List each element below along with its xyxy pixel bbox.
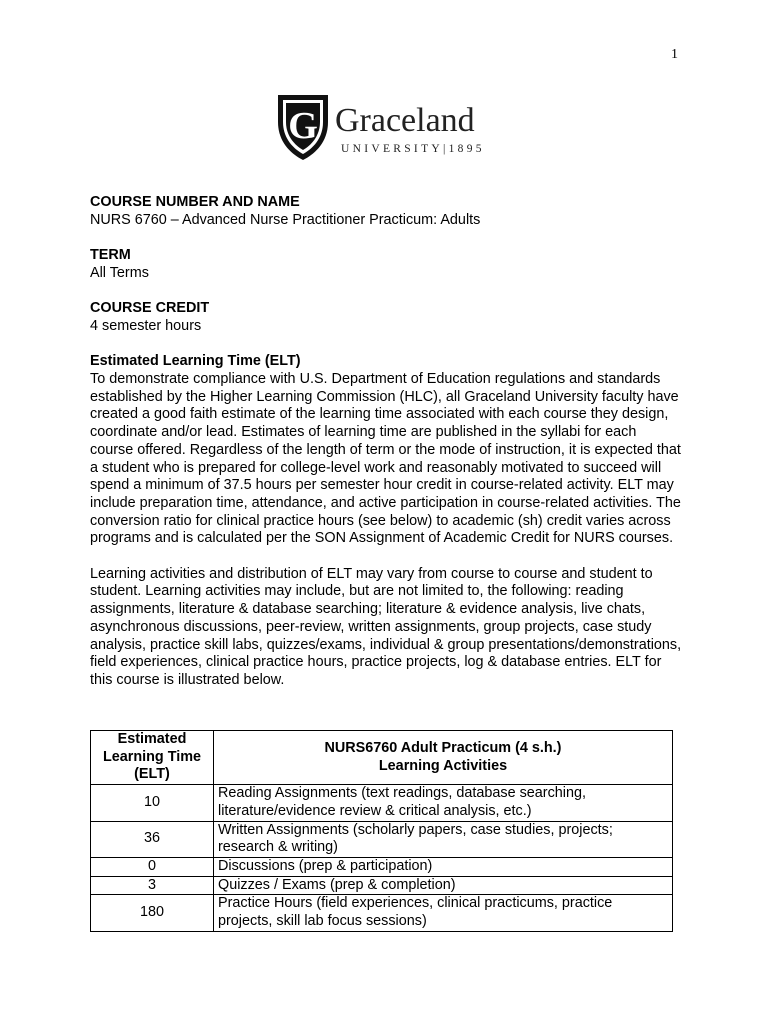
elt-paragraph-2: Learning activities and distribution of ELT may vary from course to course and student to student. Learning activities may include, but are not limited to, the following: reading assignments, literature & database searching; literature & evidence analysis, live chats, asynchronous discussions, peer-review, written assignments, group projects, case study analysis, practice skill labs, quizzes/exams, individual & group presentations/demonstrations, field experiences, clinical practice hours, practice projects, log & database entries. ELT for this course is illustrated below. [90,565,682,688]
course-credit-heading: COURSE CREDIT [90,300,210,317]
syllabus-content [90,194,682,707]
logo-subtitle: UNIVERSITY|1895 [341,143,485,155]
university-logo [275,92,515,162]
logo-name: Graceland [335,102,475,139]
header-time-line2: Learning Time [102,748,202,765]
header-time-line3: (ELT) [134,766,170,783]
course-number-heading: COURSE NUMBER AND NAME [90,194,300,210]
svg-text:G: G [288,105,318,147]
row-activity: Practice Hours (field experiences, clinical practicums, practice projects, skill lab focus sessions) [214,895,673,931]
course-number-section [90,194,682,229]
header-time [91,731,214,785]
elt-table [90,730,673,932]
course-credit-value: 4 semester hours [90,317,202,334]
header-activities [214,731,673,785]
table-row [91,785,673,821]
row-activity: Discussions (prep & participation) [214,857,673,876]
row-time: 3 [91,876,214,895]
graceland-shield-icon [275,92,331,162]
elt-paragraph-1: To demonstrate compliance with U.S. Department of Education regulations and standards established by the Higher Learning Commission (HLC), all Graceland University faculty have created a good faith estimate of the learning time associated with each course they design, coordinate and/or lead. Estimates of learning time are published in the syllabi for each course offered. Regardless of the length of term or the mode of instruction, it is expected that a student who is prepared for college-level work and reasonably motivated to succeed will spend a minimum of 37.5 hours per semester hour credit in course-related activity. ELT may include preparation time, attendance, and active participation in course-related activities. The conversion ratio for clinical practice hours (see below) to academic (sh) credit varies across programs and is calculated per the SON Assignment of Academic Credit for NURS courses. [90,370,681,547]
header-activities-line1: NURS6760 Adult Practicum (4 s.h.) [324,739,562,756]
row-time: 36 [91,821,214,857]
row-activity: Written Assignments (scholarly papers, case studies, projects; research & writing) [214,821,673,857]
elt-section [90,353,682,689]
table-row [91,857,673,876]
row-time: 0 [91,857,214,876]
table-header-row [91,731,673,785]
row-time: 10 [91,785,214,821]
course-number-value: NURS 6760 – Advanced Nurse Practitioner Practicum: Adults [90,211,481,228]
row-time: 180 [91,895,214,931]
row-activity: Reading Assignments (text readings, database searching, literature/evidence review & critical analysis, etc.) [214,785,673,821]
course-credit-section [90,300,682,335]
header-time-line1: Estimated [117,731,187,747]
term-section [90,247,682,282]
header-activities-line2: Learning Activities [378,757,508,774]
table-row [91,895,673,931]
row-activity: Quizzes / Exams (prep & completion) [214,876,673,895]
elt-heading: Estimated Learning Time (ELT) [90,353,301,370]
page-number: 1 [671,47,678,62]
table-row [91,876,673,895]
term-heading: TERM [90,247,131,264]
table-row [91,821,673,857]
term-value: All Terms [90,264,149,281]
